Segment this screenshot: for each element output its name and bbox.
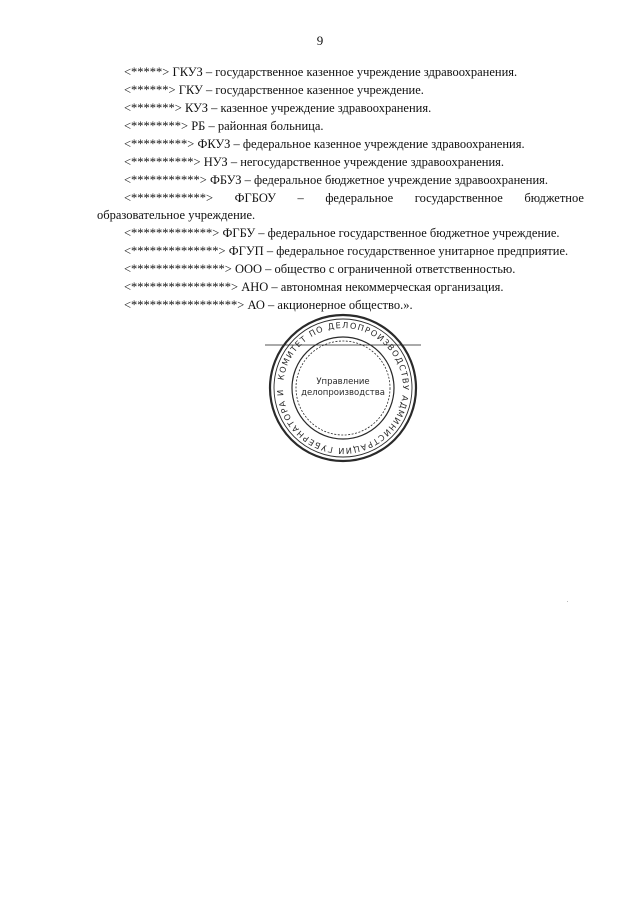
definition-dash: – [297,191,304,205]
definition-word: государственное [414,191,503,205]
scan-speck [567,601,568,602]
definition-marker: <************> [124,191,214,205]
definition-word: федеральное [325,191,394,205]
definition-line: <*******> КУЗ – казенное учреждение здравоохранения. [124,101,432,115]
definition-line: <*****************> АО – акционерное общество.». [124,298,413,312]
definition-line: <*********> ФКУЗ – федеральное казенное учреждение здравоохранения. [124,137,525,151]
definition-line: <**************> ФГУП – федеральное государственное унитарное предприятие. [124,244,569,258]
official-seal [265,310,421,466]
definition-line: <***************> ООО – общество с ограниченной ответственностью. [124,262,516,276]
definition-line: <***********> ФБУЗ – федеральное бюджетное учреждение здравоохранения. [124,173,549,187]
seal-ring-text: КОМИТЕТ ПО ДЕЛОПРОИЗВОДСТВУ АДМИНИСТРАЦИИ ГУБЕРНАТОРА И [274,319,412,457]
seal-center-line1: Управление [316,377,370,387]
definition-line: <*****> ГКУЗ – государственное казенное учреждение здравоохранения. [124,65,518,79]
definition-line: <**********> НУЗ – негосударственное учреждение здравоохранения. [124,155,505,169]
definition-line: <*************> ФГБУ – федеральное государственное бюджетное учреждение. [124,226,560,240]
definition-continuation: образовательное учреждение. [97,208,256,222]
page-number: 9 [316,33,324,48]
split-definition-line [124,190,584,206]
definition-line: <********> РБ – районная больница. [124,119,324,133]
definition-line: <******> ГКУ – государственное казенное учреждение. [124,83,424,97]
seal-center-line2: делопроизводства [301,388,385,398]
definition-word: бюджетное [524,191,584,205]
definition-abbr: ФГБОУ [234,191,277,205]
definition-line: <****************> АНО – автономная некоммерческая организация. [124,280,504,294]
